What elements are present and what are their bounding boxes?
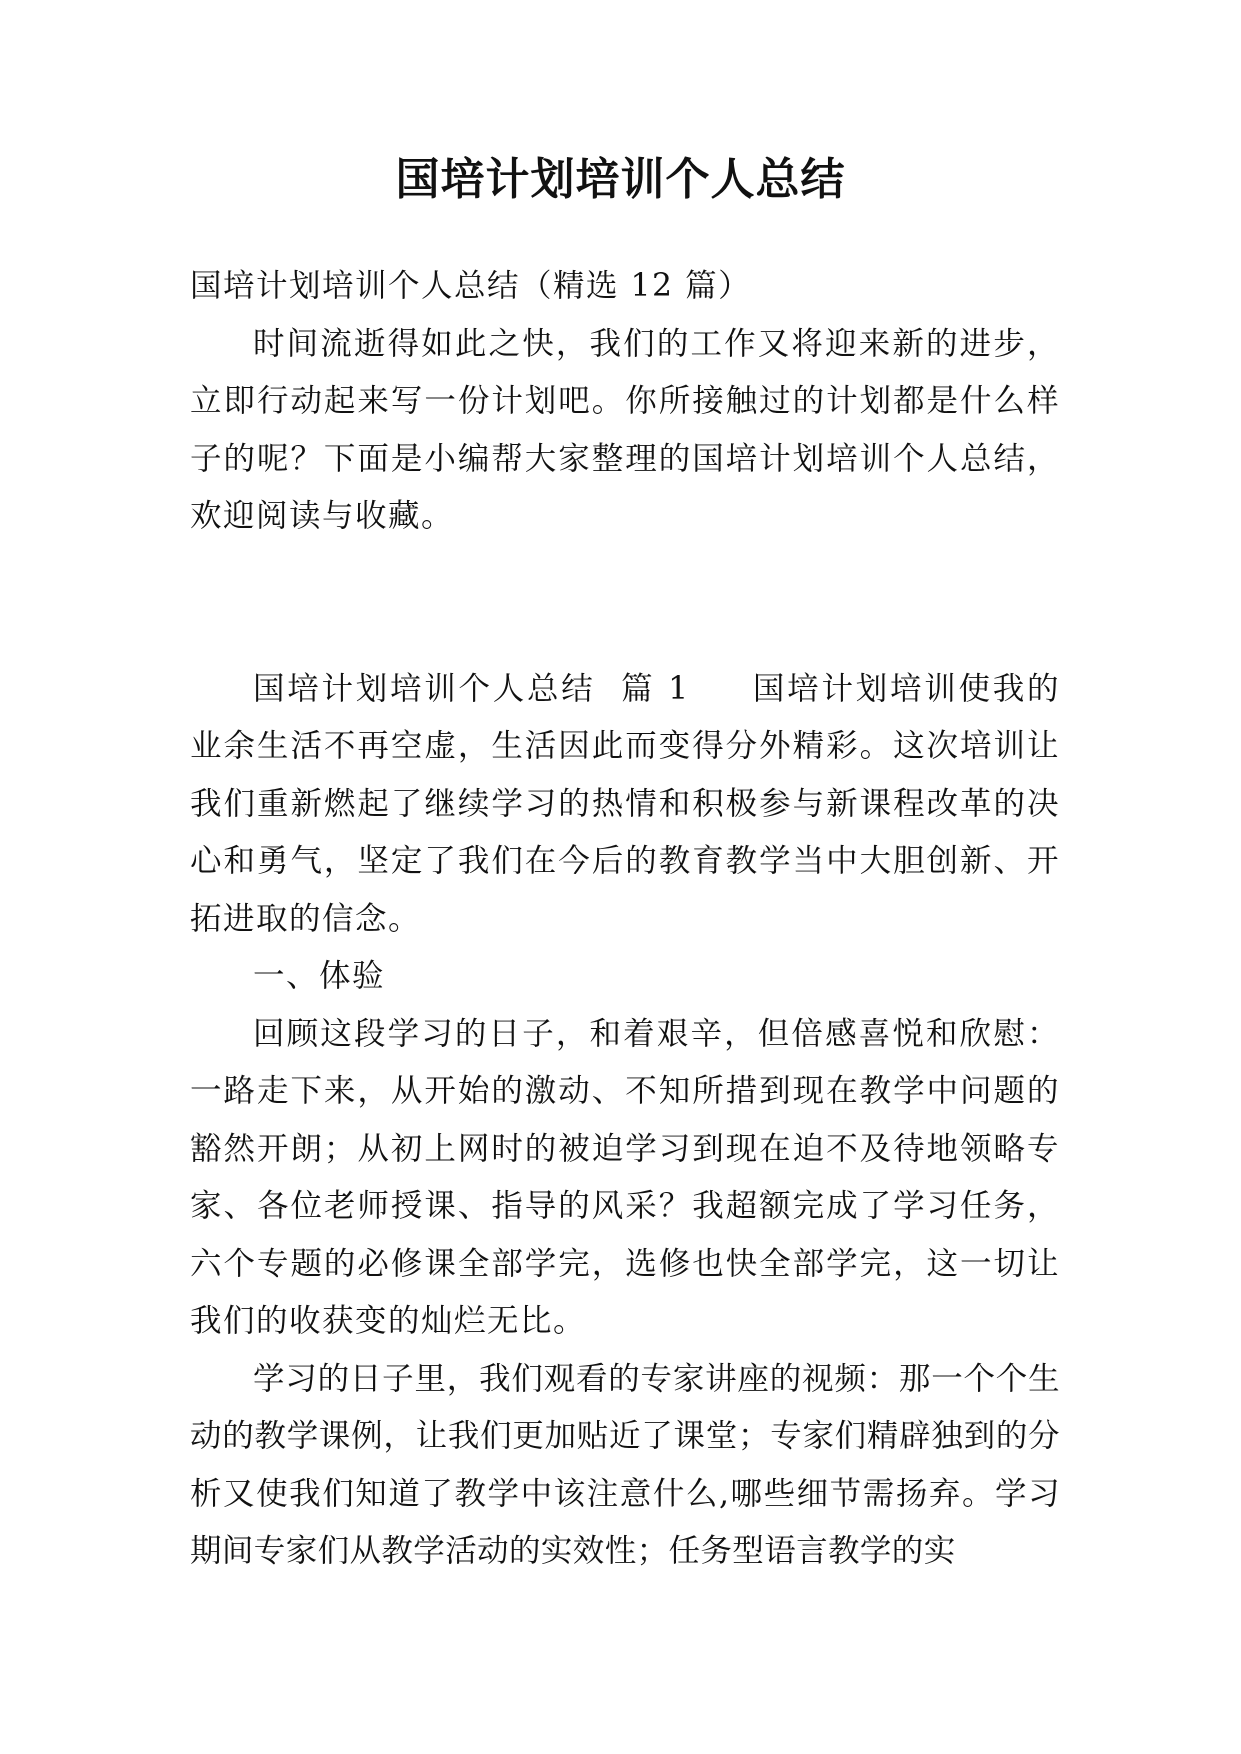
section-1-heading: 国培计划培训个人总结 篇 1 bbox=[253, 670, 690, 707]
days-paragraph: 学习的日子里，我们观看的专家讲座的视频：那一个个生动的教学课例，让我们更加贴近了课堂；专家们精辟独到的分析又使我们知道了教学中该注意什么,哪些细节需扬弃。学习期间专家们从教学活动的实效性；任务型语言教学的实 bbox=[190, 1360, 1060, 1569]
paragraph-spacer bbox=[190, 546, 1060, 661]
review-paragraph: 回顾这段学习的日子，和着艰辛，但倍感喜悦和欣慰：一路走下来，从开始的激动、不知所措到现在教学中问题的豁然开朗；从初上网时的被迫学习到现在迫不及待地领略专家、各位老师授课、指导的风采？我超额完成了学习任务，六个专题的必修课全部学完，选修也快全部学完，这一切让我们的收获变的灿烂无比。 bbox=[190, 1015, 1060, 1339]
heading-experience: 一、体验 bbox=[253, 958, 386, 994]
section-1-text: 国培计划培训使我的业余生活不再空虚，生活因此而变得分外精彩。这次培训让我们重新燃起了继续学习的热情和积极参与新课程改革的决心和勇气，坚定了我们在今后的教育教学当中大胆创新、开拓进取的信念。 bbox=[190, 670, 1060, 937]
document-title: 国培计划培训个人总结 bbox=[395, 154, 846, 205]
intro-paragraph: 时间流逝得如此之快，我们的工作又将迎来新的进步，立即行动起来写一份计划吧。你所接触过的计划都是什么样子的呢？下面是小编帮大家整理的国培计划培训个人总结，欢迎阅读与收藏。 bbox=[190, 325, 1060, 534]
document-subtitle: 国培计划培训个人总结（精选 12 篇） bbox=[190, 268, 752, 304]
document-body bbox=[190, 258, 1060, 1581]
section-1-paragraph bbox=[190, 661, 1060, 949]
